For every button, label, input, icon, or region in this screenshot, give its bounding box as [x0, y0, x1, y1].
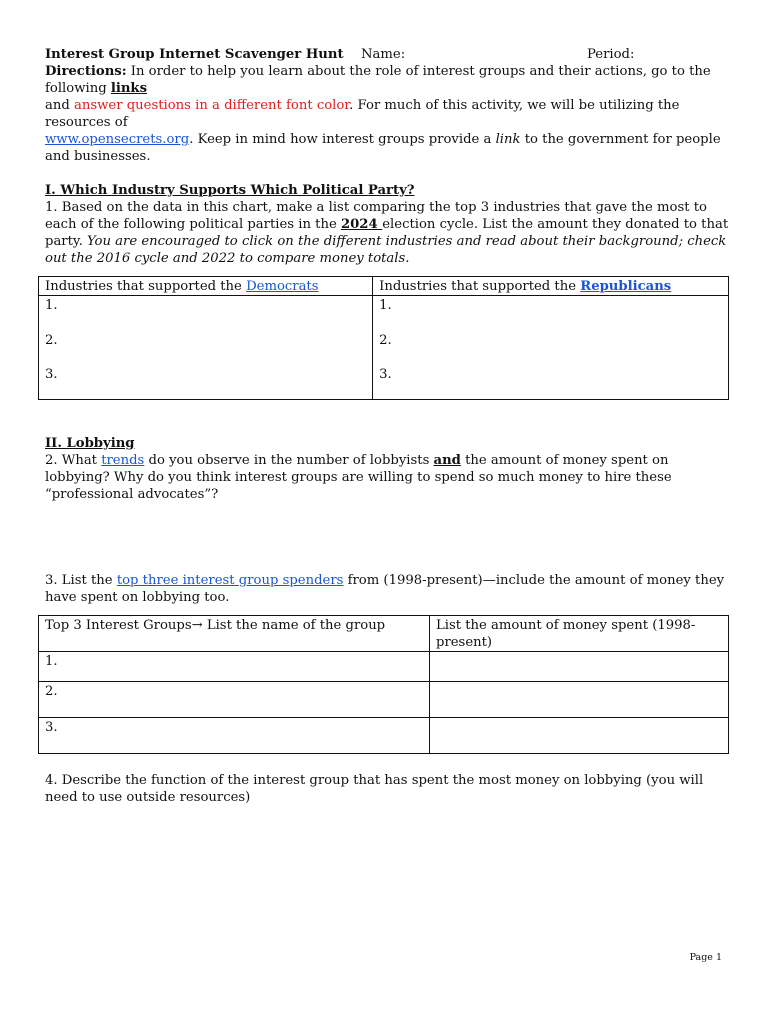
top-spenders-link[interactable]: top three interest group spenders	[116, 573, 344, 588]
list-item: 3.	[45, 367, 58, 382]
list-item: 3.	[379, 367, 392, 382]
party-industry-table	[38, 276, 729, 400]
money-column-header: List the amount of money spent (1998-present)	[430, 616, 729, 652]
election-year: 2024	[340, 217, 383, 232]
links-word: links	[110, 81, 147, 96]
groups-column-header: Top 3 Interest Groups→ List the name of the group	[39, 616, 430, 652]
red-instruction: answer questions in a different font color	[74, 98, 350, 113]
republicans-link[interactable]: Republicans	[580, 279, 672, 294]
trends-link[interactable]: trends	[101, 453, 145, 468]
page-number: Page 1	[689, 952, 722, 963]
question-1-note: You are encouraged to click on the different industries and read about their background; check out the 2016 cycle and 2022 to compare money totals.	[45, 234, 727, 266]
table-row[interactable]: 2.	[39, 682, 430, 718]
list-item: 1.	[379, 298, 392, 313]
lobbying-spenders-table	[38, 615, 729, 754]
democrats-answer-cell[interactable]	[39, 296, 373, 400]
title-row	[45, 46, 729, 63]
period-label: Period:	[587, 47, 635, 62]
list-item: 2.	[45, 332, 58, 348]
table-row[interactable]: 3.	[39, 718, 430, 754]
link-italic: link	[495, 132, 521, 147]
table-row[interactable]: 1.	[39, 652, 430, 682]
question-2: 2. What trends do you observe in the number of lobbyists and the amount of money spent on lobbying? Why do you think interest groups are willing to spend so much money to hire these “professional advocates”?	[45, 453, 672, 502]
list-item: 1.	[45, 298, 58, 313]
and-emphasis: and	[433, 453, 461, 468]
republicans-header: Industries that supported the Republicans	[373, 277, 729, 296]
section1-heading: I. Which Industry Supports Which Political Party?	[45, 183, 415, 198]
worksheet-title: Interest Group Internet Scavenger Hunt	[45, 47, 344, 62]
directions-label: Directions:	[45, 64, 127, 79]
worksheet	[45, 46, 729, 806]
democrats-link[interactable]: Democrats	[246, 279, 319, 294]
opensecrets-link[interactable]: www.opensecrets.org	[45, 132, 190, 147]
money-cell[interactable]	[430, 718, 729, 754]
question-4: 4. Describe the function of the interest group that has spent the most money on lobbying (you will need to use outside resources)	[45, 773, 704, 805]
money-cell[interactable]	[430, 682, 729, 718]
democrats-header: Industries that supported the Democrats	[39, 277, 373, 296]
name-label: Name:	[361, 47, 406, 62]
republicans-answer-cell[interactable]	[373, 296, 729, 400]
question-1: 1. Based on the data in this chart, make a list comparing the top 3 industries that gave the most to each of the following political parties in the 2024 election cycle. List the amount they donated to that party. You are encouraged to click on the different industries and read about their background; check out the 2016 cycle and 2022 to compare money totals.	[45, 200, 729, 266]
money-cell[interactable]	[430, 652, 729, 682]
directions-paragraph: Directions: In order to help you learn about the role of interest groups and their actions, go to the following links and answer questions in a different font color. For much of this activity, we will be utilizing the resources of www.opensecrets.org. Keep in mind how interest groups provide a link to the government for people and businesses.	[45, 64, 721, 164]
list-item: 2.	[379, 332, 392, 348]
section2-heading: II. Lobbying	[45, 436, 135, 451]
question-3: 3. List the top three interest group spenders from (1998-present)—include the amount of money they have spent on lobbying too.	[45, 573, 725, 605]
